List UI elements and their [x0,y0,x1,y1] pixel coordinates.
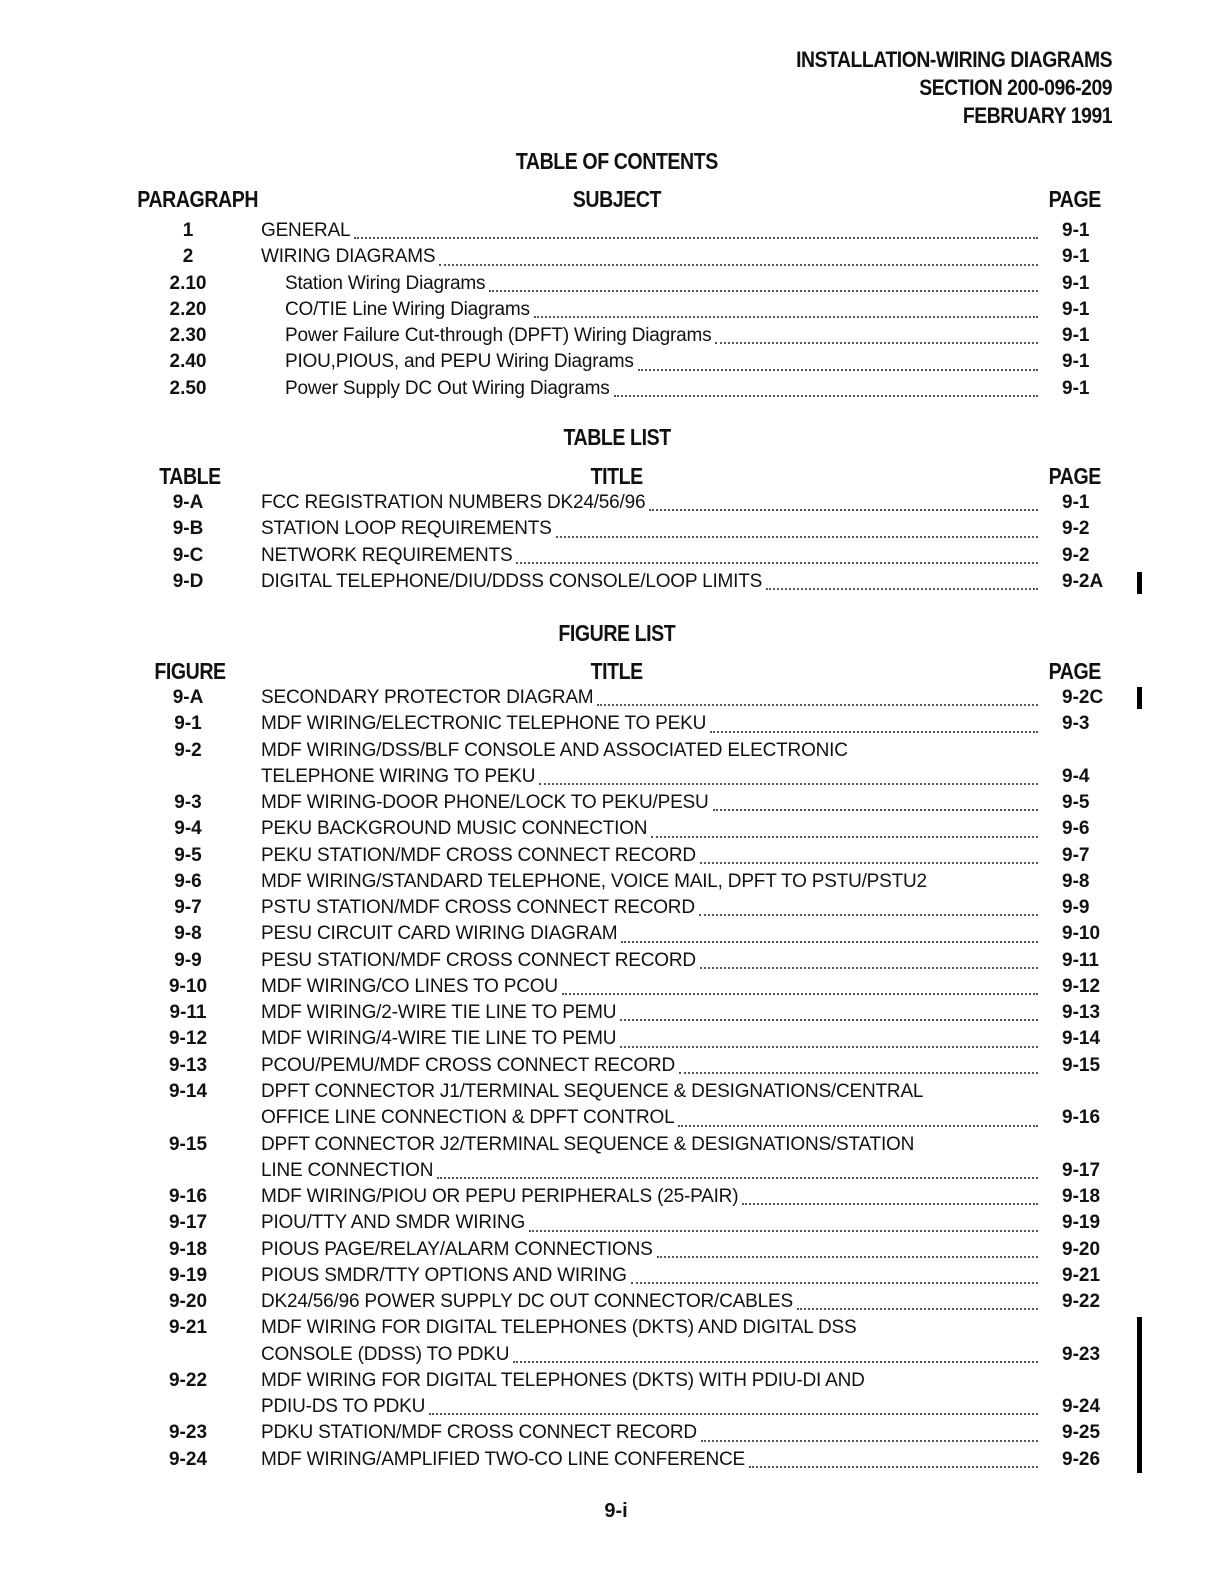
list-entry [0,1289,1228,1315]
entry-page: 9-5 [1062,792,1090,814]
toc-title-wrap [0,148,1228,175]
entry-title-text: MDF WIRING/AMPLIFIED TWO-CO LINE CONFERENCE [261,1448,746,1470]
col-title: TITLE [590,463,644,489]
entry-page: 9-1 [1062,246,1090,268]
dot-leader [621,940,1038,943]
dot-leader [513,1360,1038,1363]
toc-rows [0,218,1228,402]
entry-title-text: PEKU STATION/MDF CROSS CONNECT RECORD [261,844,696,866]
entry-number: 9-24 [168,1448,208,1470]
entry-number: 9-12 [168,1028,208,1050]
entry-number: 9-A [172,687,204,708]
entry-page: 9-25 [1062,1422,1101,1444]
dot-leader [649,508,1038,511]
entry-title [285,376,1038,402]
list-entry [0,948,1228,974]
entry-title-text: PDIU-DS TO PDKU [261,1396,426,1418]
entry-page: 9-2 [1062,544,1090,566]
list-entry-continuation [0,1342,1228,1368]
entry-page: 9-1 [1062,298,1090,320]
entry-title-text: STATION LOOP REQUIREMENTS [261,518,552,540]
entry-title [261,218,1038,244]
entry-number: 2 [182,246,194,268]
entry-title-text: Power Supply DC Out Wiring Diagrams [285,377,610,399]
entry-title [261,1342,1038,1368]
entry-number: 9-C [172,544,204,566]
entry-title [285,297,1038,323]
entry-title-text: MDF WIRING/DSS/BLF CONSOLE AND ASSOCIATED ELECTRONIC [261,739,848,761]
dot-leader [534,315,1038,318]
col-figure: FIGURE [154,658,226,684]
entry-title-text: PDKU STATION/MDF CROSS CONNECT RECORD [261,1422,697,1444]
entry-number: 9-23 [168,1422,208,1444]
list-entry [0,974,1228,1000]
entry-title [261,869,1038,895]
list-entry [0,1026,1228,1052]
list-entry [0,711,1228,737]
list-entry [0,218,1228,244]
entry-page: 9-1 [1062,272,1090,294]
entry-title [261,1315,1038,1341]
dot-leader [701,1439,1038,1442]
list-entry [0,1210,1228,1236]
entry-page: 9-23 [1062,1343,1101,1365]
col-page: PAGE [1048,186,1102,212]
entry-number: 9-9 [174,949,202,971]
entry-title-text: DPFT CONNECTOR J1/TERMINAL SEQUENCE & DESIGNATIONS/CENTRAL [261,1080,924,1102]
dot-leader [700,861,1038,864]
entry-title [261,948,1038,974]
header-section: SECTION 200-096-209 [919,75,1112,100]
entry-page: 9-16 [1062,1107,1101,1129]
dot-leader [562,992,1038,995]
entry-number: 9-20 [168,1291,208,1313]
change-bar [1137,1317,1142,1473]
entry-title [261,974,1038,1000]
entry-title-text: FCC REGISTRATION NUMBERS DK24/56/96 [261,492,646,513]
list-entry [0,816,1228,842]
figure-list-title-wrap [0,620,1228,647]
entry-page: 9-7 [1062,844,1090,866]
entry-title-text: MDF WIRING/4-WIRE TIE LINE TO PEMU [261,1028,617,1050]
entry-number: 9-A [172,492,204,513]
entry-title [261,1237,1038,1263]
entry-page: 9-1 [1062,351,1090,373]
col-paragraph: PARAGRAPH [137,186,259,212]
entry-title [261,543,1038,569]
entry-title-text: MDF WIRING/2-WIRE TIE LINE TO PEMU [261,1002,617,1024]
entry-title-text: PESU STATION/MDF CROSS CONNECT RECORD [261,949,696,971]
entry-title-text: DPFT CONNECTOR J2/TERMINAL SEQUENCE & DESIGNATIONS/STATION [261,1133,915,1155]
dot-leader [489,289,1038,292]
document-header [796,46,1112,130]
list-entry [0,1079,1228,1105]
entry-title [285,349,1038,375]
entry-title-text: LINE CONNECTION [261,1159,434,1181]
list-entry [0,569,1228,595]
entry-title [261,764,1038,790]
entry-number: 2.50 [169,377,207,399]
list-entry [0,1447,1228,1473]
table-list-title-wrap [0,424,1228,451]
entry-title-text: PIOU,PIOUS, and PEPU Wiring Diagrams [285,351,634,373]
entry-number: 9-4 [174,818,202,840]
list-entry [0,790,1228,816]
dot-leader [597,703,1038,706]
entry-page: 9-11 [1062,949,1099,971]
entry-number: 1 [182,220,194,241]
list-entry [0,1315,1228,1341]
entry-page: 9-1 [1062,220,1090,241]
page-number: 9-i [604,1500,628,1522]
figure-list-title: FIGURE LIST [558,620,676,646]
list-entry [0,323,1228,349]
entry-page: 9-17 [1062,1159,1101,1181]
dot-leader [620,1018,1038,1021]
dot-leader [631,1281,1038,1284]
col-table: TABLE [159,463,221,489]
entry-number: 9-17 [168,1212,208,1234]
col-page: PAGE [1048,463,1102,489]
entry-page: 9-18 [1062,1186,1101,1208]
entry-page: 9-4 [1062,765,1090,787]
entry-title-text: PEKU BACKGROUND MUSIC CONNECTION [261,818,648,840]
table-list-title: TABLE LIST [563,424,671,450]
entry-title-text: PSTU STATION/MDF CROSS CONNECT RECORD [261,897,695,919]
entry-title-text: PIOUS PAGE/RELAY/ALARM CONNECTIONS [261,1238,653,1260]
entry-title [261,711,1038,737]
entry-title-text: MDF WIRING/PIOU OR PEPU PERIPHERALS (25-PAIR) [261,1186,739,1208]
entry-number: 9-7 [174,897,202,919]
entry-title-text: WIRING DIAGRAMS [261,246,436,268]
entry-page: 9-14 [1062,1028,1101,1050]
entry-title [285,271,1038,297]
entry-title [261,1053,1038,1079]
header-date: FEBRUARY 1991 [962,103,1112,128]
entry-number: 2.30 [169,325,207,347]
list-entry-continuation [0,764,1228,790]
entry-page: 9-1 [1062,492,1090,513]
dot-leader [766,587,1038,590]
entry-title [261,1368,1038,1394]
entry-number: 2.10 [169,272,207,294]
list-entry [0,1000,1228,1026]
entry-number: 9-13 [168,1054,208,1076]
dot-leader [715,341,1038,344]
entry-number: 9-15 [168,1133,208,1155]
entry-page: 9-24 [1062,1396,1101,1418]
list-entry [0,1368,1228,1394]
entry-number: 9-11 [169,1002,207,1024]
list-entry [0,1184,1228,1210]
entry-number: 9-14 [168,1080,208,1102]
entry-page: 9-19 [1062,1212,1101,1234]
entry-title [261,1394,1038,1420]
entry-title [261,816,1038,842]
dot-leader [539,782,1038,785]
entry-title [261,1289,1038,1315]
entry-number: 9-1 [174,713,202,735]
dot-leader [797,1307,1038,1310]
list-entry [0,244,1228,270]
list-entry [0,516,1228,542]
change-bar [1137,572,1142,594]
entry-number: 9-2 [174,739,202,761]
toc-column-headers [0,186,1228,212]
entry-title [261,1447,1038,1473]
entry-title [261,490,1038,516]
entry-title [261,738,1038,764]
list-entry [0,1420,1228,1446]
list-entry [0,685,1228,711]
entry-title-text: PESU CIRCUIT CARD WIRING DIAGRAM [261,923,618,945]
change-bar [1137,687,1142,709]
entry-title [261,1000,1038,1026]
dot-leader [678,1124,1038,1127]
list-entry [0,1053,1228,1079]
entry-number: 9-D [172,570,204,592]
dot-leader [657,1255,1038,1258]
entry-title-text: TELEPHONE WIRING TO PEKU [261,765,536,787]
entry-title [261,516,1038,542]
list-entry [0,738,1228,764]
entry-page: 9-21 [1062,1264,1101,1286]
entry-title-text: DIGITAL TELEPHONE/DIU/DDSS CONSOLE/LOOP LIMITS [261,570,763,592]
entry-number: 9-22 [168,1369,208,1391]
entry-title-text: DK24/56/96 POWER SUPPLY DC OUT CONNECTOR/CABLES [261,1291,793,1313]
list-entry [0,869,1228,895]
col-title: TITLE [590,658,644,684]
entry-title-text: MDF WIRING/ELECTRONIC TELEPHONE TO PEKU [261,713,707,735]
list-entry-continuation [0,1158,1228,1184]
table-list-rows [0,490,1228,595]
dot-leader [710,730,1038,733]
entry-page: 9-2A [1062,570,1104,592]
entry-title-text: MDF WIRING/CO LINES TO PCOU [261,975,558,997]
table-list-column-headers [0,463,1228,489]
toc-title: TABLE OF CONTENTS [515,148,719,174]
header-title: INSTALLATION-WIRING DIAGRAMS [795,47,1112,72]
entry-title-text: MDF WIRING FOR DIGITAL TELEPHONES (DKTS) AND DIGITAL DSS [261,1317,857,1339]
entry-title-text: CO/TIE Line Wiring Diagrams [285,298,530,320]
entry-title-text: MDF WIRING-DOOR PHONE/LOCK TO PEKU/PESU [261,792,709,814]
entry-title-text: PIOUS SMDR/TTY OPTIONS AND WIRING [261,1264,627,1286]
entry-title [261,1105,1038,1131]
entry-number: 9-21 [168,1317,208,1339]
entry-title [261,843,1038,869]
entry-page: 9-2 [1062,518,1090,540]
dot-leader [679,1071,1038,1074]
figure-list-rows [0,685,1228,1473]
list-entry [0,271,1228,297]
dot-leader [529,1229,1038,1232]
entry-number: 9-10 [168,975,208,997]
entry-title [261,1184,1038,1210]
entry-page: 9-9 [1062,897,1090,919]
dot-leader [620,1045,1038,1048]
entry-page: 9-1 [1062,325,1090,347]
entry-title [261,790,1038,816]
list-entry [0,1132,1228,1158]
list-entry-continuation [0,1105,1228,1131]
dot-leader [749,1465,1038,1468]
entry-number: 9-16 [168,1186,208,1208]
dot-leader [429,1412,1038,1415]
entry-title [261,685,1038,711]
entry-page: 9-15 [1062,1054,1101,1076]
entry-title [261,1079,1038,1105]
entry-title [261,1026,1038,1052]
entry-page: 9-13 [1062,1002,1101,1024]
dot-leader [439,263,1038,266]
list-entry [0,349,1228,375]
figure-list-column-headers [0,658,1228,684]
entry-page: 9-26 [1062,1448,1101,1470]
list-entry [0,490,1228,516]
entry-number: 2.20 [169,298,207,320]
entry-number: 9-3 [174,792,202,814]
dot-leader [638,368,1038,371]
entry-title-text: GENERAL [261,220,351,241]
entry-title [261,895,1038,921]
entry-title-text: MDF WIRING FOR DIGITAL TELEPHONES (DKTS) WITH PDIU-DI AND [261,1369,865,1391]
entry-title [261,1420,1038,1446]
entry-title [261,1263,1038,1289]
entry-title-text: CONSOLE (DDSS) TO PDKU [261,1343,510,1365]
dot-leader [742,1202,1038,1205]
dot-leader [700,966,1038,969]
entry-title-text: MDF WIRING/STANDARD TELEPHONE, VOICE MAIL, DPFT TO PSTU/PSTU2 [261,870,927,892]
entry-page: 9-3 [1062,713,1090,735]
dot-leader [713,808,1038,811]
dot-leader [651,835,1038,838]
entry-number: 9-19 [168,1264,208,1286]
entry-page: 9-8 [1062,870,1090,892]
entry-title-text: OFFICE LINE CONNECTION & DPFT CONTROL [261,1107,675,1129]
entry-title [261,569,1038,595]
list-entry [0,1237,1228,1263]
entry-number: 9-18 [168,1238,208,1260]
dot-leader [437,1176,1038,1179]
entry-number: 9-B [172,518,204,540]
entry-number: 9-8 [174,923,202,945]
col-subject: SUBJECT [572,186,662,212]
entry-title [261,1132,1038,1158]
entry-title-text: NETWORK REQUIREMENTS [261,544,513,566]
entry-title [261,1210,1038,1236]
entry-page: 9-22 [1062,1291,1101,1313]
entry-page: 9-2C [1062,687,1104,708]
list-entry [0,843,1228,869]
list-entry [0,921,1228,947]
dot-leader [699,913,1038,916]
entry-title-text: PCOU/PEMU/MDF CROSS CONNECT RECORD [261,1054,676,1076]
list-entry [0,543,1228,569]
list-entry [0,297,1228,323]
entry-title [261,921,1038,947]
list-entry [0,1263,1228,1289]
entry-page: 9-12 [1062,975,1101,997]
col-page: PAGE [1048,658,1102,684]
entry-page: 9-10 [1062,923,1101,945]
entry-title-text: SECONDARY PROTECTOR DIAGRAM [261,687,594,708]
dot-leader [354,236,1038,239]
dot-leader [614,394,1038,397]
dot-leader [516,561,1038,564]
entry-number: 9-6 [174,870,202,892]
entry-title-text: Station Wiring Diagrams [285,272,486,294]
entry-title-text: PIOU/TTY AND SMDR WIRING [261,1212,526,1234]
entry-title [261,1158,1038,1184]
entry-title [285,323,1038,349]
entry-number: 9-5 [174,844,202,866]
entry-number: 2.40 [169,351,207,373]
entry-page: 9-1 [1062,377,1090,399]
list-entry-continuation [0,1394,1228,1420]
list-entry [0,376,1228,402]
entry-page: 9-6 [1062,818,1090,840]
entry-page: 9-20 [1062,1238,1101,1260]
entry-title-text: Power Failure Cut-through (DPFT) Wiring Diagrams [285,325,712,347]
entry-title [261,244,1038,270]
dot-leader [556,535,1038,538]
list-entry [0,895,1228,921]
